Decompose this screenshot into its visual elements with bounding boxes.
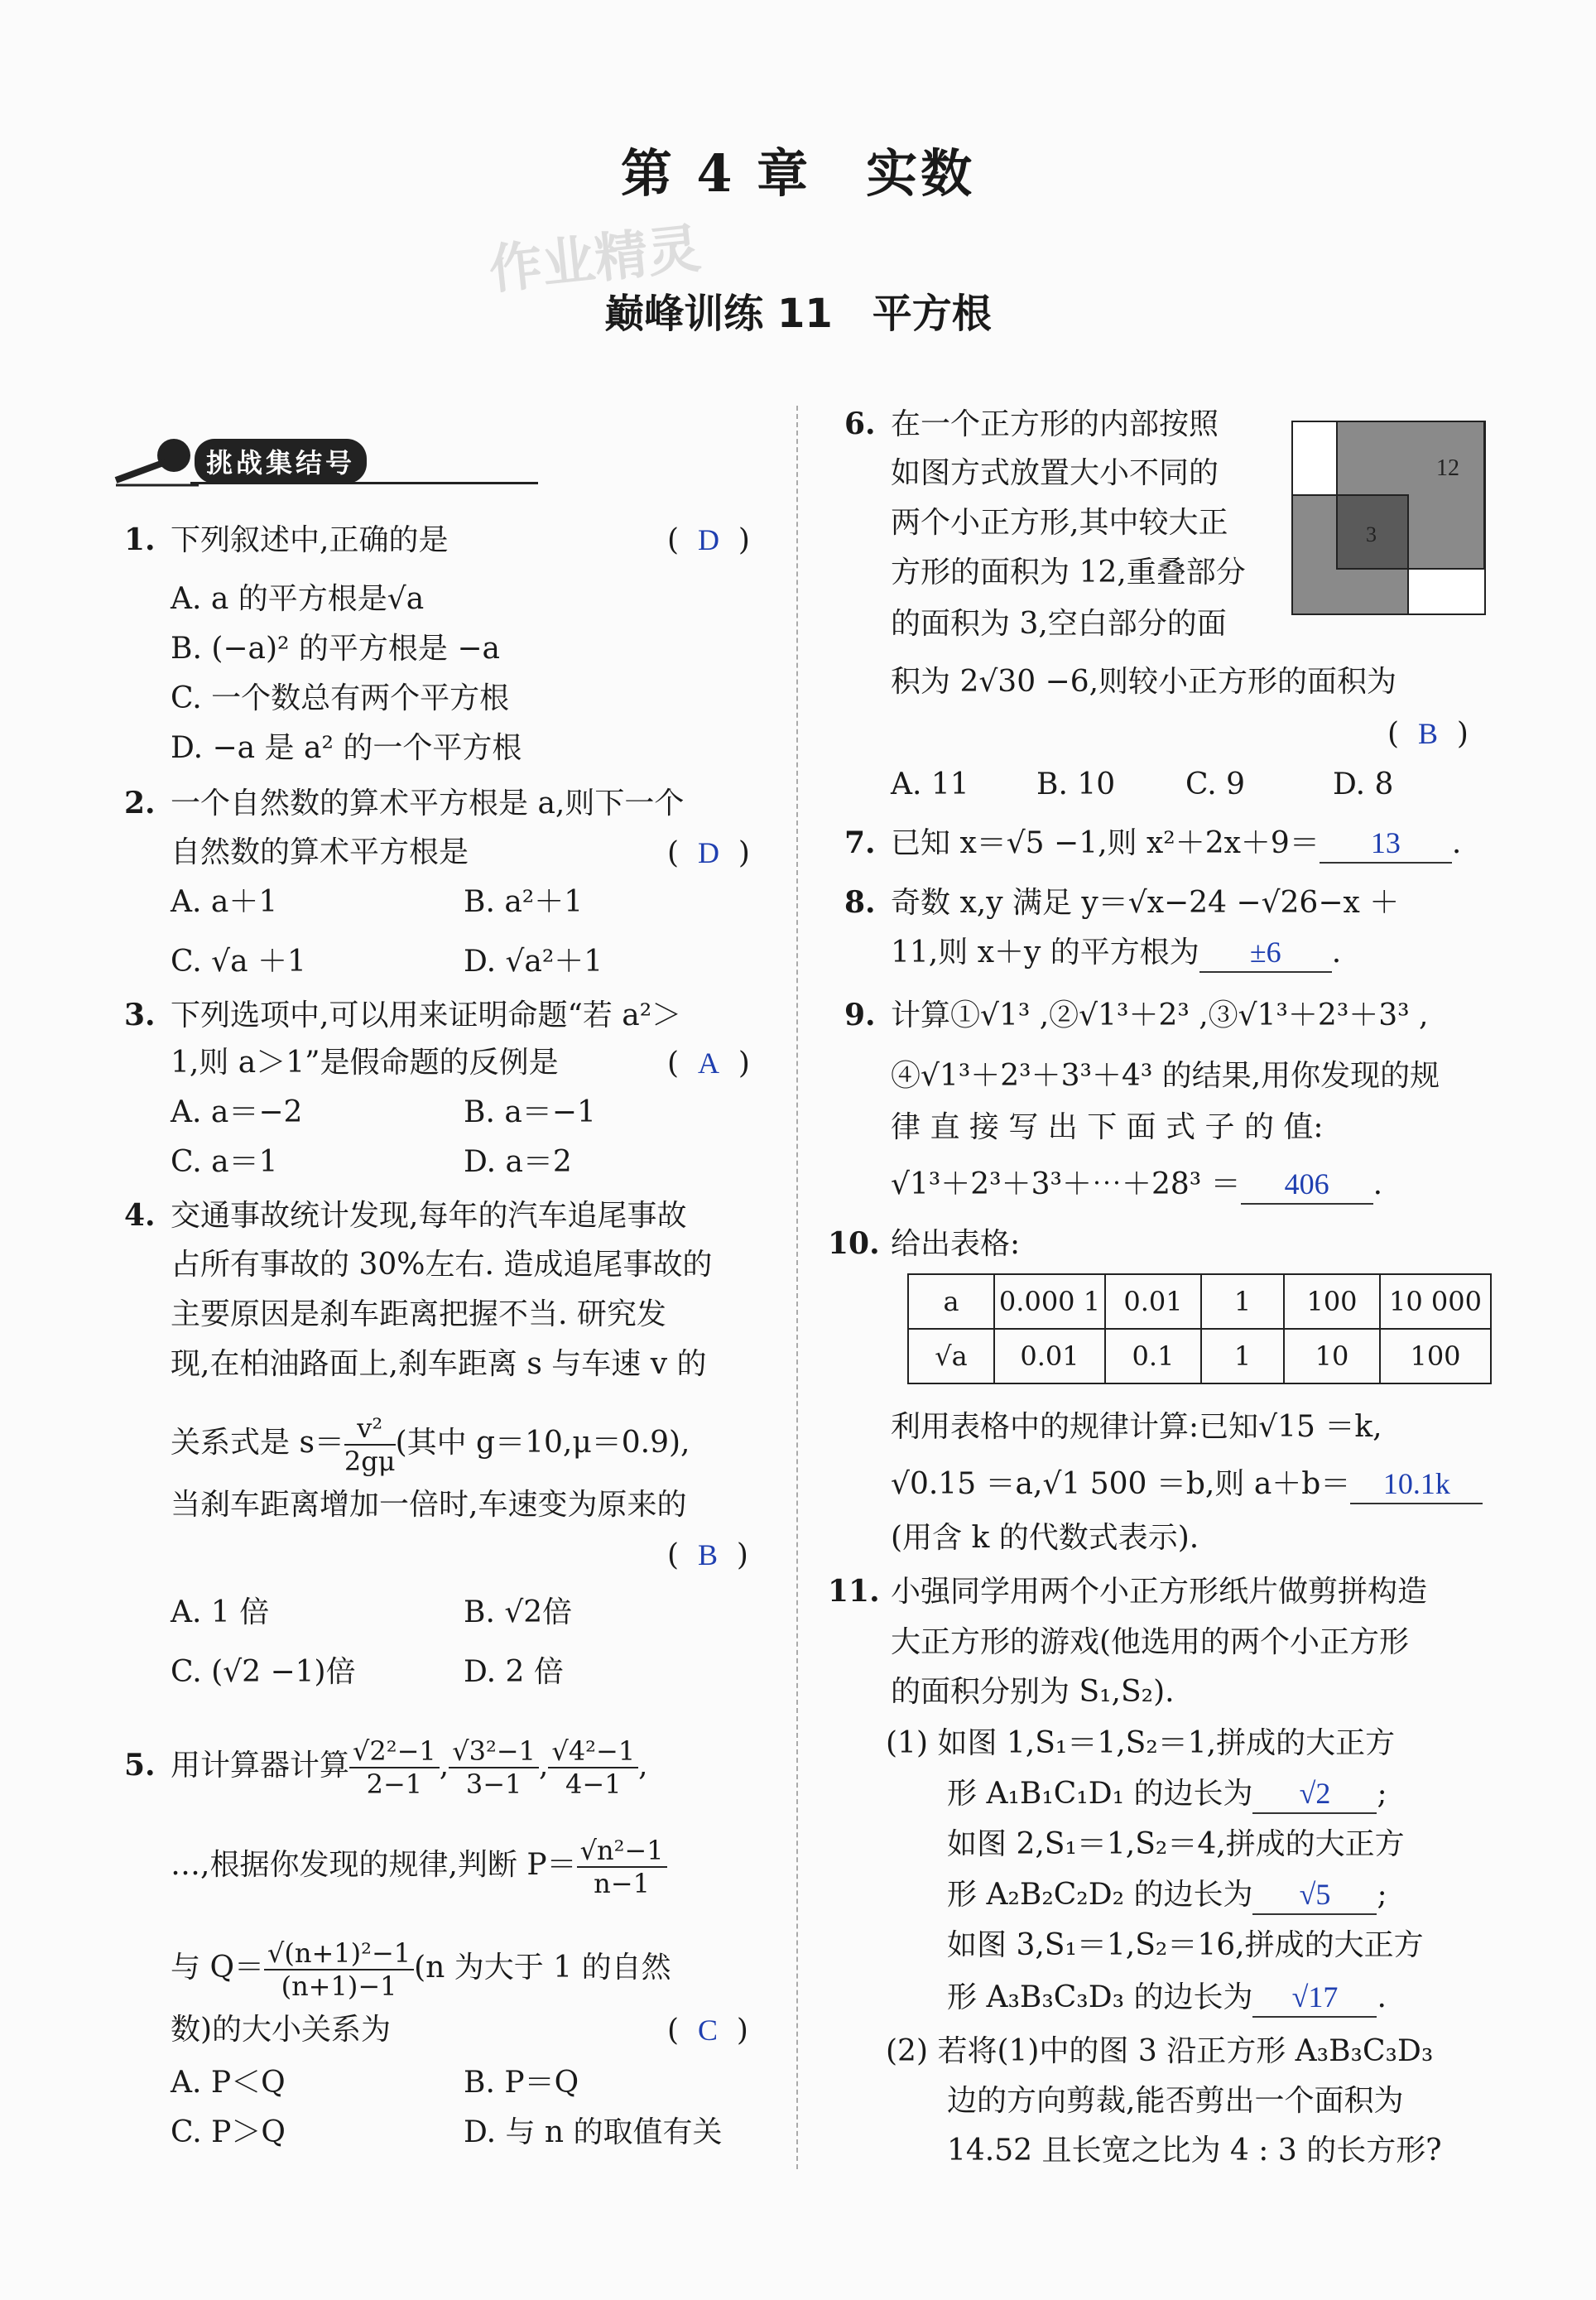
q2-option-a: A. a＋1 — [171, 885, 278, 919]
badge-label: 挑战集结号 — [195, 439, 367, 484]
section-title: 巅峰训练 11 平方根 — [604, 291, 992, 337]
q11-line-2: 大正方形的游戏(他选用的两个小正方形 — [891, 1625, 1410, 1659]
q4-line-2: 占所有事故的 30%左右. 造成追尾事故的 — [171, 1248, 713, 1282]
q2-answer: ( D ) — [667, 836, 750, 870]
q1-stem: 1. 下列叙述中,正确的是 — [124, 522, 449, 557]
q3-option-d: D. a＝2 — [464, 1145, 572, 1179]
q3-option-a: A. a＝−2 — [171, 1095, 303, 1129]
q8-line-2: 11,则 x＋y 的平方根为 ±6 . — [891, 934, 1341, 973]
q11-line-3: 的面积分别为 S₁,S₂). — [891, 1675, 1175, 1709]
q5-line-3: 与 Q＝ $\frac{\text{√(n+1)²−1}}{(n+1)-1}$ (n 为大于 1 的自然 — [171, 1937, 671, 2002]
q6-line-6: 积为 2√30 −6,则较小正方形的面积为 — [891, 665, 1397, 699]
q5-line-4: 数)的大小关系为 — [171, 2013, 392, 2047]
q11-part1-f: 形 A₃B₃C₃D₃ 的边长为 √17 . — [947, 1979, 1387, 2018]
q3-option-c: C. a＝1 — [171, 1145, 278, 1179]
q9-line-3: 律 直 接 写 出 下 面 式 子 的 值: — [891, 1110, 1324, 1144]
q6-answer: ( B ) — [1387, 717, 1469, 751]
q4-line-3: 主要原因是刹车距离把握不当. 研究发 — [171, 1297, 666, 1331]
q1-answer: ( D ) — [667, 523, 750, 557]
table-cell: 100 — [1284, 1274, 1380, 1329]
q6-line-4: 方形的面积为 12,重叠部分 — [891, 556, 1246, 589]
q5-answer: ( C ) — [667, 2014, 748, 2047]
q4-option-a: A. 1 倍 — [171, 1595, 270, 1629]
q2-stem-2: 自然数的算术平方根是 — [171, 835, 469, 869]
q6-line-5: 的面积为 3,空白部分的面 — [891, 607, 1227, 641]
chapter-title: 第 4 章 实数 — [620, 143, 976, 204]
q1-option-a: A. a 的平方根是√a — [171, 582, 425, 616]
q10-stem: 10. 给出表格: — [828, 1226, 1021, 1261]
q10-line-4: (用含 k 的代数式表示). — [891, 1521, 1199, 1555]
q4-line-6: 当刹车距离增加一倍时,车速变为原来的 — [171, 1488, 687, 1522]
q5-option-b: B. P＝Q — [464, 2066, 579, 2100]
q2-option-c: C. √a ＋1 — [171, 945, 306, 979]
q10-table — [907, 1273, 1492, 1384]
q7-line: 7. 已知 x＝√5 −1,则 x²＋2x＋9＝ 13 . — [844, 825, 1461, 864]
table-cell: 0.01 — [994, 1329, 1105, 1383]
q3-stem-2: 1,则 a＞1”是假命题的反例是 — [171, 1046, 559, 1080]
q11-part1-c: 如图 2,S₁＝1,S₂＝4,拼成的大正方 — [947, 1827, 1405, 1861]
q5-option-a: A. P＜Q — [171, 2066, 286, 2100]
q3-stem: 3. 下列选项中,可以用来证明命题“若 a²＞ — [124, 998, 682, 1032]
q3-answer: ( A ) — [667, 1047, 750, 1080]
q4-answer: ( B ) — [667, 1538, 748, 1572]
q6-option-b: B. 10 — [1036, 767, 1116, 801]
q6-line-3: 两个小正方形,其中较大正 — [891, 506, 1228, 540]
table-cell: 0.1 — [1105, 1329, 1201, 1383]
q6-option-c: C. 9 — [1185, 767, 1246, 801]
table-cell: 1 — [1201, 1274, 1284, 1329]
q6-fig-label-small: 3 — [1366, 522, 1377, 546]
table-cell: √a — [908, 1329, 994, 1383]
table-cell: 10 — [1284, 1329, 1380, 1383]
table-cell: 0.01 — [1105, 1274, 1201, 1329]
q11-part1-e: 如图 3,S₁＝1,S₂＝16,拼成的大正方 — [947, 1928, 1424, 1962]
q11-part2-b: 边的方向剪裁,能否剪出一个面积为 — [947, 2084, 1404, 2118]
q5-option-c: C. P＞Q — [171, 2115, 286, 2149]
table-cell: 0.000 1 — [994, 1274, 1105, 1329]
q6-option-a: A. 11 — [891, 767, 969, 801]
q5-line-2: …,根据你发现的规律,判断 P＝ $\frac{\text{√n²−1}}{n-1}$ — [171, 1835, 667, 1899]
q8-line-1: 8. 奇数 x,y 满足 y＝√x−24 −√26−x ＋ — [844, 885, 1400, 920]
q2-stem: 2. 一个自然数的算术平方根是 a,则下一个 — [124, 786, 685, 820]
watermark: 作业精灵 — [486, 218, 704, 302]
q11-line-1: 11. 小强同学用两个小正方形纸片做剪拼构造 — [828, 1574, 1428, 1609]
table-cell: 1 — [1201, 1329, 1284, 1383]
table-row — [908, 1329, 1491, 1383]
pen-icon — [108, 431, 199, 488]
q10-line-3: √0.15 ＝a,√1 500 ＝b,则 a＋b＝ 10.1k — [891, 1465, 1483, 1504]
q6-line-1: 6. 在一个正方形的内部按照 — [844, 407, 1219, 441]
q2-option-b: B. a²＋1 — [464, 885, 584, 919]
q11-part2-c: 14.52 且长宽之比为 4 : 3 的长方形? — [947, 2134, 1442, 2168]
q6-option-d: D. 8 — [1333, 767, 1394, 801]
q4-line-4: 现,在柏油路面上,刹车距离 s 与车速 v 的 — [171, 1347, 707, 1381]
q1-option-d: D. −a 是 a² 的一个平方根 — [171, 731, 522, 765]
column-divider — [796, 406, 798, 2169]
q9-line-2: ④√1³＋2³＋3³＋4³ 的结果,用你发现的规 — [891, 1059, 1440, 1093]
q11-part1-d: 形 A₂B₂C₂D₂ 的边长为 √5 ; — [947, 1876, 1387, 1915]
table-row — [908, 1274, 1491, 1329]
table-cell: a — [908, 1274, 994, 1329]
q4-line-1: 4. 交通事故统计发现,每年的汽车追尾事故 — [124, 1198, 687, 1233]
q6-figure — [1291, 421, 1486, 615]
table-cell: 10 000 — [1380, 1274, 1491, 1329]
q1-option-c: C. 一个数总有两个平方根 — [171, 681, 510, 715]
q11-part1-b: 形 A₁B₁C₁D₁ 的边长为 √2 ; — [947, 1775, 1387, 1814]
q9-line-4: √1³＋2³＋3³＋⋯＋28³ ＝ 406 . — [891, 1166, 1382, 1205]
q3-option-b: B. a＝−1 — [464, 1095, 596, 1129]
challenge-badge — [108, 431, 439, 488]
q6-fig-label-big: 12 — [1436, 455, 1459, 481]
q4-option-d: D. 2 倍 — [464, 1655, 564, 1689]
q5-option-d: D. 与 n 的取值有关 — [464, 2115, 723, 2149]
q4-option-b: B. √2倍 — [464, 1595, 573, 1629]
q4-line-5: 关系式是 s＝ $\frac{\text{v²}}{2g\mu}$ (其中 g＝10,μ＝0.9), — [171, 1412, 690, 1477]
table-cell: 100 — [1380, 1329, 1491, 1383]
q11-part1-a: (1) 如图 1,S₁＝1,S₂＝1,拼成的大正方 — [886, 1726, 1396, 1760]
q10-line-2: 利用表格中的规律计算:已知√15 ＝k, — [891, 1410, 1382, 1444]
q6-line-2: 如图方式放置大小不同的 — [891, 456, 1219, 490]
q11-part2-a: (2) 若将(1)中的图 3 沿正方形 A₃B₃C₃D₃ — [886, 2034, 1434, 2068]
q5-line-1: 5. 用计算器计算 $\frac{\text{√2²−1}}{2-1}$ , $\frac{\text{√3²−1}}{3-1}$ , $\frac{\text{√4²−1}}{4-1}$ , — [124, 1735, 648, 1800]
q9-line-1: 9. 计算①√1³ ,②√1³＋2³ ,③√1³＋2³＋3³ , — [844, 998, 1429, 1032]
q2-option-d: D. √a²＋1 — [464, 945, 603, 979]
q1-option-b: B. (−a)² 的平方根是 −a — [171, 632, 501, 666]
q4-option-c: C. (√2 −1)倍 — [171, 1655, 356, 1689]
